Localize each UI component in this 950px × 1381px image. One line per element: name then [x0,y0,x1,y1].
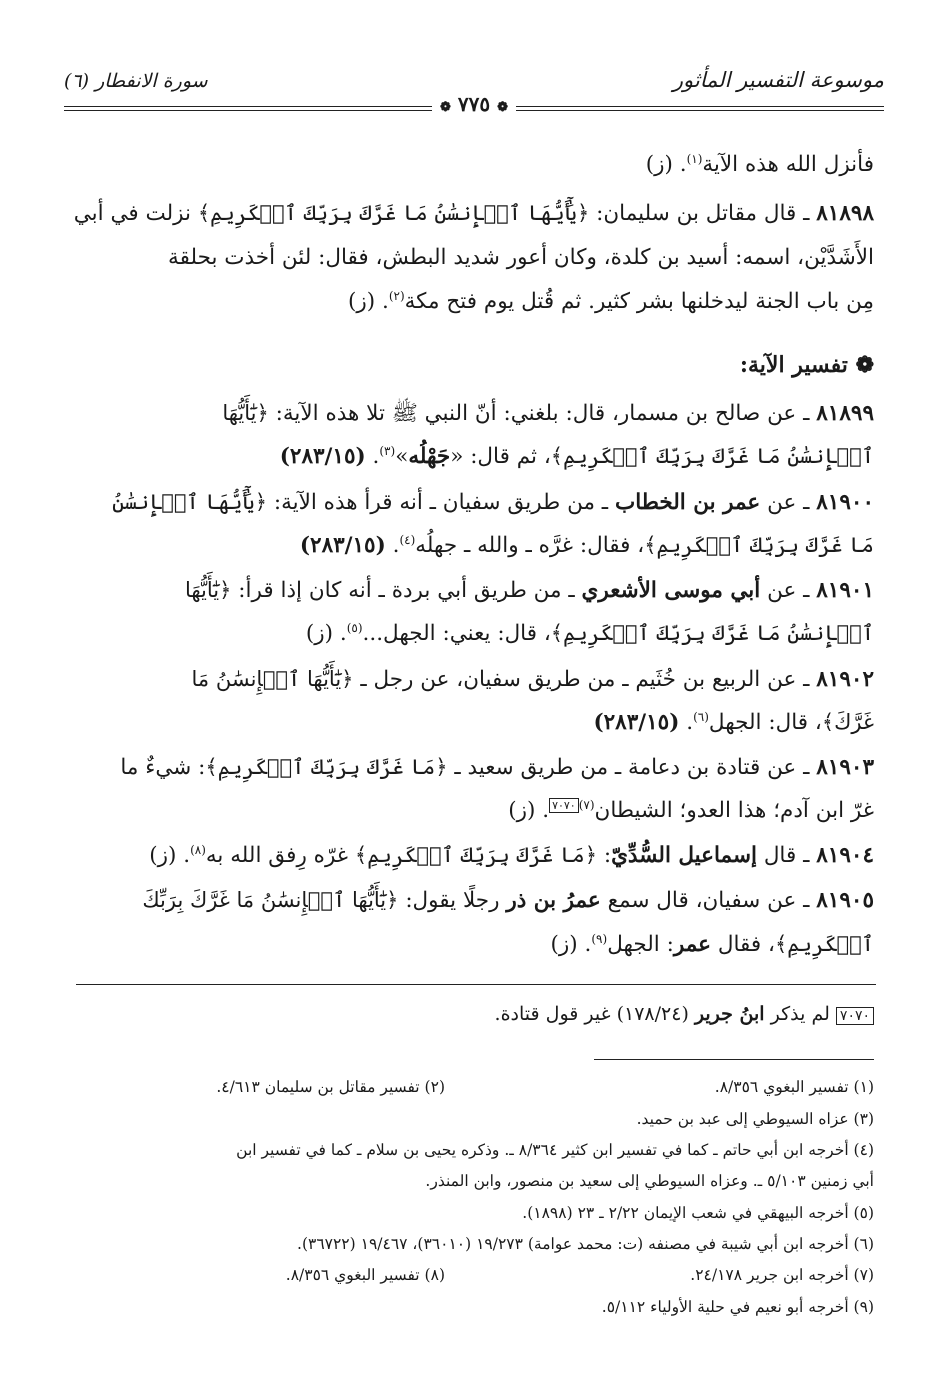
text-span: فأنزل الله هذه الآية [702,152,874,177]
book-title: موسوعة التفسير المأثور [672,68,884,92]
footnote-8: (٨) تفسير البغوي ٨/٣٥٦. [285,1266,445,1284]
narrator-name: ابنُ جرير [694,1003,765,1025]
entry-81899-line2: ٱلۡإِنسَٰنُ مَا غَرَّكَ بِرَبِّكَ ٱلۡكَرِيمِ﴾، ثم قال: «جَهْلُه»$^{(٣)}$. (٢٨٣/١٥) [279,443,874,469]
footnote-ref: (٦) [693,709,709,724]
footnote-ref: (٢) [388,288,405,303]
quran-quote: ﴿يَٰٓأَيُّهَا [222,401,269,425]
text-line: فأنزل الله هذه الآية$^{(١)}$. (ز) [645,151,874,177]
footnote-ref: (٩) [591,931,608,946]
page-header [64,62,884,122]
quran-quote: ٱلۡإِنسَٰنُ مَا غَرَّكَ بِرَبِّكَ ٱلۡكَرِيمِ﴾ [550,621,874,645]
ornament-icon: ❁ [497,100,508,115]
marker-z: (ز) [550,932,578,957]
footnote-1: (١) تفسير البغوي ٨/٣٥٦. [714,1078,874,1096]
text-span: : الجهل [607,932,674,957]
text-span: ـ عن الربيع بن خُثَيم ـ من طريق سفيان، عن رجل ـ [360,667,810,692]
text-span: ـ عن صالح بن مسمار، قال: بلغني: أنّ النبي ﷺ تلا هذه الآية: [275,401,810,426]
footnote-ref: (٥) [346,620,363,635]
narrator-name: عمرُ بن ذر [506,888,601,913]
footnote-7: (٧) أخرجه ابن جرير ٢٤/١٧٨. [690,1266,874,1284]
text-span: (١٧٨/٢٤) غير قول قتادة. [494,1003,689,1025]
volume-ref: (٢٨٣/١٥) [593,710,680,735]
footnote-9: (٩) أخرجه أبو نعيم في حلية الأولياء ٥/١١٢. [601,1298,874,1316]
volume-ref: (٢٨٣/١٥) [299,533,386,558]
narrator-name: عمر [673,932,711,957]
entry-81902-line2: غَرَّكَ﴾، قال: الجهل$^{(٦)}$. (٢٨٣/١٥) [593,709,874,735]
quran-quote: ﴿يَٰٓأَيُّهَا ٱلۡإِنسَٰنُ مَا [191,667,354,691]
surah-title: سورة الانفطار (٦) [64,70,208,92]
entry-number: ٨١٩٠٠ [816,490,874,515]
footnote-6: (٦) أخرجه ابن أبي شيبة في مصنفه (ت: محمد عوامة) ١٩/٢٧٣ (٣٦٠١٠)، ١٩/٤٦٧ (٣٦٧٢٢). [297,1235,874,1253]
footnote-4-cont: أبي زمنين ٥/١٠٣ ـ. وعزاه السيوطي إلى سعيد بن منصور، وابن المنذر. [425,1172,874,1190]
quran-quote: ﴿يَٰٓأَيُّهَا ٱلۡإِنسَٰنُ مَا غَرَّكَ بِرَبِّكَ ٱلۡكَرِيمِ﴾ [197,201,590,225]
quran-quote: ﴿يَٰٓأَيُّهَا ٱلۡإِنسَٰنُ [112,490,268,514]
narrator-name: أبي موسى الأشعري [581,578,761,603]
entry-number: ٨١٨٩٩ [816,401,874,426]
text-span: ـ من طريق أبي بردة ـ أنه كان إذا قرأ: [238,578,575,603]
footnote-2: (٢) تفسير مقاتل بن سليمان ٤/٦١٣. [216,1078,445,1096]
footnote-divider [594,1059,874,1060]
quran-quote: ٱلۡكَرِيمِ﴾ [774,932,874,956]
text-span: الأَشَدَّيْن، اسمه: أسيد بن كلدة، وكان أعور شديد البطش، فقال: لئن أخذت بحلقة [168,245,874,270]
entry-number: ٨١٩٠٤ [816,843,874,868]
entry-number: ٨١٩٠١ [816,578,874,603]
marker-z: (ز) [645,152,673,177]
text-span: نزلت في أبي [73,201,192,226]
footnote-5: (٥) أخرجه البيهقي في شعب الإيمان ٢/٢٢ ـ ٢٣ (١٨٩٨). [522,1204,874,1222]
section-title: تفسير الآية: [739,352,848,378]
text-span: ـ عن [767,490,810,515]
narrator-name: إسماعيل السُّدِّيّ [611,843,757,868]
text-span: غرّ ابن آدم؛ هذا العدو؛ الشيطان [594,798,874,823]
entry-81905-line1 [74,885,874,916]
marker-z: (ز) [305,621,334,646]
quran-quote: ﴿يَٰٓأَيُّهَا ٱلۡإِنسَٰنُ مَا غَرَّكَ بِرَبِّكَ [142,888,399,912]
quran-quote: ٱلۡإِنسَٰنُ مَا غَرَّكَ بِرَبِّكَ ٱلۡكَرِيمِ﴾ [550,444,874,468]
text-span: مِن باب الجنة ليدخلنها بشر كثير. ثم قُتل يوم فتح مكة [404,289,874,314]
text-span: غرّه رِفق الله به [205,843,349,868]
entry-81898-line2 [74,243,874,273]
commentary-divider [76,984,876,985]
quran-quote: ﴿مَا غَرَّكَ بِرَبِّكَ ٱلۡكَرِيمِ﴾ [205,755,448,779]
entry-81903-line2: غرّ ابن آدم؛ هذا العدو؛ الشيطان$^{(٧)٧٠٧٠}$. (ز) [508,797,874,823]
ornament-icon: ❁ [440,100,451,115]
footnote-ref: (١) [686,151,703,166]
text-span: ، ثم قال: « [450,444,551,469]
commentary-ref-box[interactable]: ٧٠٧٠ [549,798,579,813]
entry-number: ٨١٩٠٣ [816,755,874,780]
footnote-ref: (٤) [399,532,416,547]
entry-81902-line1 [74,664,874,695]
entry-81904-line1: ٨١٩٠٤ ـ قال إسماعيل السُّدِّيّ: ﴿مَا غَرَّكَ بِرَبِّكَ ٱلۡكَرِيمِ﴾ غرّه رِفق الله به$^{(٨)}$. (ز) [149,842,874,868]
marker-z: (ز) [149,843,177,868]
page-number-text: ٧٧٥ [457,92,491,116]
entry-81898-line1: ٨١٨٩٨ ـ قال مقاتل بن سليمان: ﴿يَٰٓأَيُّهَا ٱلۡإِنسَٰنُ مَا غَرَّكَ بِرَبِّكَ ٱلۡكَرِيمِ﴾ نزلت في أبي [73,201,874,226]
quran-quote: مَا غَرَّكَ بِرَبِّكَ ٱلۡكَرِيمِ﴾ [644,533,874,557]
footnote-ref: (٨) [190,842,206,857]
text-span: ، قال: يعني: الجهل... [362,621,551,646]
quran-quote: ﴿يَٰٓأَيُّهَا [184,578,232,602]
footnote-4: (٤) أخرجه ابن أبي حاتم ـ كما في تفسير ابن كثير ٨/٣٦٤ ـ. وذكره يحيى بن سلام ـ كما في تفسير ابن [236,1141,874,1159]
entry-number: ٨١٨٩٨ [816,201,874,226]
marker-z: (ز) [508,798,536,823]
footnote-3: (٣) عزاه السيوطي إلى عبد بن حميد. [636,1110,874,1128]
text-span: ، فقال [717,932,775,957]
entry-81903-line1 [74,752,874,783]
volume-ref: (٢٨٣/١٥) [279,444,366,469]
commentary-note [74,1003,874,1025]
footnote-ref: (٣) [379,443,396,458]
entry-81898-line3: مِن باب الجنة ليدخلنها بشر كثير. ثم قُتل يوم فتح مكة$^{(٢)}$. (ز) [348,288,874,314]
commentary-number-box: ٧٠٧٠ [836,1007,874,1025]
footnote-ref: (٧) [578,797,595,812]
text-span: ـ عن قتادة بن دعامة ـ من طريق سعيد ـ [454,755,810,780]
section-heading [74,350,874,380]
text-span: ، فقال: غرَّه ـ والله ـ جهلُه [415,533,645,558]
quran-quote: غَرَّكَ﴾ [821,710,874,734]
text-span: ـ من طريق سفيان ـ أنه قرأ هذه الآية: [273,490,609,515]
text-span: ـ قال [763,843,810,868]
narrator-name: عمر بن الخطاب [614,490,761,515]
text-span: ـ عن سفيان، قال سمع [607,888,810,913]
entry-81900-line2: مَا غَرَّكَ بِرَبِّكَ ٱلۡكَرِيمِ﴾، فقال: غرَّه ـ والله ـ جهلُه$^{(٤)}$. (٢٨٣/١٥) [299,532,874,558]
entry-81901-line2: ٱلۡإِنسَٰنُ مَا غَرَّكَ بِرَبِّكَ ٱلۡكَرِيمِ﴾، قال: يعني: الجهل...$^{(٥)}$. (ز) [305,620,874,646]
entry-number: ٨١٩٠٢ [816,667,874,692]
entry-81899-line1 [74,398,874,429]
text-span: رجلًا يقول: [405,888,500,913]
bold-word: جَهْلُه [408,444,451,469]
flower-icon: ❁ [855,352,874,378]
entry-81905-line2: ٱلۡكَرِيمِ﴾، فقال عمر: الجهل$^{(٩)}$. (ز) [550,931,874,957]
entry-81900-line1 [74,487,874,518]
page-number [432,92,516,116]
entry-number: ٨١٩٠٥ [816,888,874,913]
text-span: لم يذكر [770,1003,830,1025]
text-span: قال مقاتل بن سليمان: [596,201,797,226]
entry-81901-line1 [74,575,874,606]
text-span: : شيءٌ ما [120,755,206,780]
text-span: ـ عن [767,578,810,603]
text-span: ، قال: الجهل [708,710,822,735]
quran-quote: ﴿مَا غَرَّكَ بِرَبِّكَ ٱلۡكَرِيمِ﴾ [354,843,598,867]
